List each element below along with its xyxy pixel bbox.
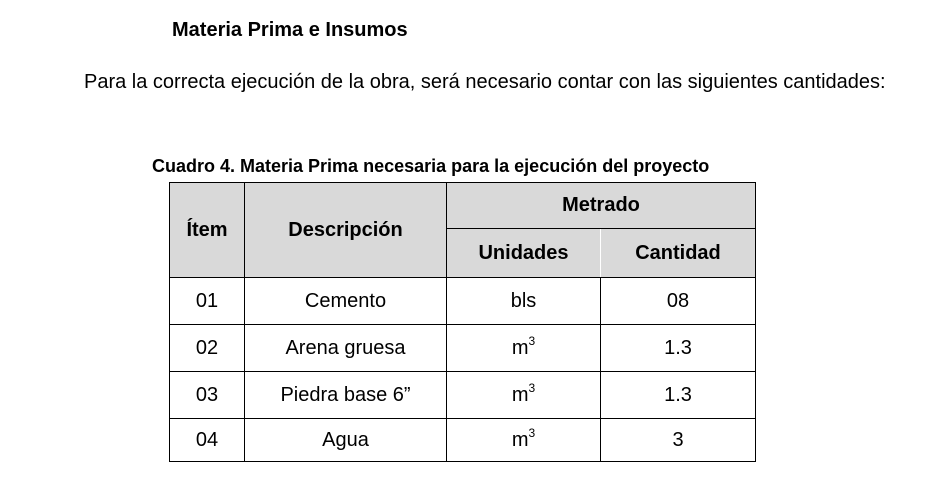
cell-quantity: 08 [601, 278, 756, 325]
unit-superscript: 3 [528, 425, 536, 440]
materials-table [169, 182, 756, 462]
cell-item: 02 [170, 325, 245, 372]
table-row [170, 372, 756, 419]
header-units: Unidades [447, 229, 601, 278]
cell-unit [447, 325, 601, 372]
unit-text: m [511, 383, 529, 406]
table-row [170, 278, 756, 325]
header-item: Ítem [170, 183, 245, 278]
cell-unit [447, 372, 601, 419]
cell-quantity: 3 [601, 419, 756, 462]
table-row [170, 325, 756, 372]
cell-description: Agua [245, 419, 447, 462]
unit-text: m [511, 336, 529, 359]
cell-quantity: 1.3 [601, 325, 756, 372]
cell-unit [447, 419, 601, 462]
section-heading: Materia Prima e Insumos [172, 19, 408, 41]
unit-superscript: 3 [528, 380, 536, 395]
table-caption: Cuadro 4. Materia Prima necesaria para la ejecución del proyecto [152, 156, 710, 176]
unit-text: bls [510, 289, 537, 312]
table-row [170, 419, 756, 462]
cell-unit [447, 278, 601, 325]
unit-superscript: 3 [528, 333, 536, 348]
cell-description: Piedra base 6” [245, 372, 447, 419]
unit-text: m [511, 428, 529, 451]
header-description: Descripción [245, 183, 447, 278]
cell-description: Cemento [245, 278, 447, 325]
intro-paragraph: Para la correcta ejecución de la obra, será necesario contar con las siguientes cantidades: [84, 71, 886, 93]
cell-description: Arena gruesa [245, 325, 447, 372]
cell-item: 03 [170, 372, 245, 419]
cell-item: 04 [170, 419, 245, 462]
header-quantity: Cantidad [601, 229, 756, 278]
header-metrado: Metrado [447, 183, 756, 229]
cell-quantity: 1.3 [601, 372, 756, 419]
cell-item: 01 [170, 278, 245, 325]
